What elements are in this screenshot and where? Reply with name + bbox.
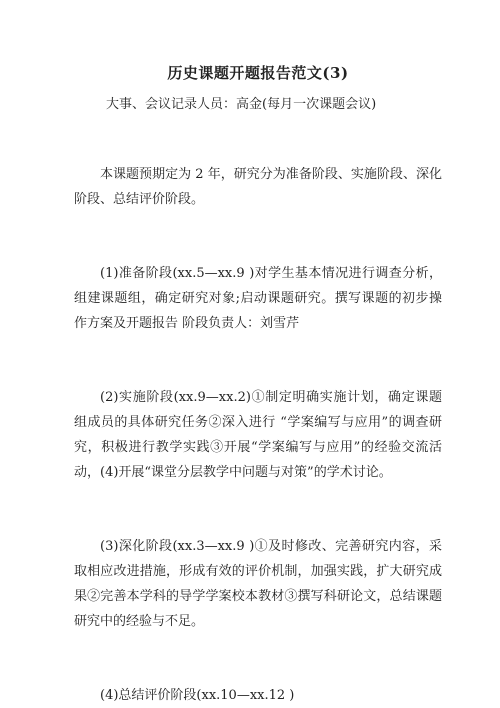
- recorder-line: 大事、会议记录人员：高金(每月一次课题会议): [106, 97, 377, 112]
- paragraph-stage-deepening: (3)深化阶段(xx.3—xx.9 )①及时修改、完善研究内容，采取相应改进措施，形成有效的评价机制，加强实践，扩大研究成果②完善本学科的导学学案校本教材③撰写科研论文，总结课题研究中的经验与不足。: [74, 539, 442, 629]
- paragraph-stage-evaluation: (4)总结评价阶段(xx.10—xx.12 ): [100, 688, 295, 703]
- paragraph-overview: 本课题预期定为 2 年，研究分为准备阶段、实施阶段、深化阶段、总结评价阶段。: [74, 167, 442, 207]
- document-title: 历史课题开题报告范文(3): [167, 64, 349, 82]
- paragraph-stage-preparation: (1)准备阶段(xx.5—xx.9 )对学生基本情况进行调查分析，组建课题组，确定研究对象;启动课题研究。撰写课题的初步操作方案及开题报告 阶段负责人：刘雪芹: [74, 266, 442, 331]
- paragraph-stage-implementation: (2)实施阶段(xx.9—xx.2)①制定明确实施计划，确定课题组成员的具体研究任务②深入进行 “学案编写与应用”的调查研究，积极进行教学实践③开展“学案编写与应用”的经验交流活动，(4)开展“课堂分层教学中问题与对策”的学术讨论。: [74, 390, 442, 480]
